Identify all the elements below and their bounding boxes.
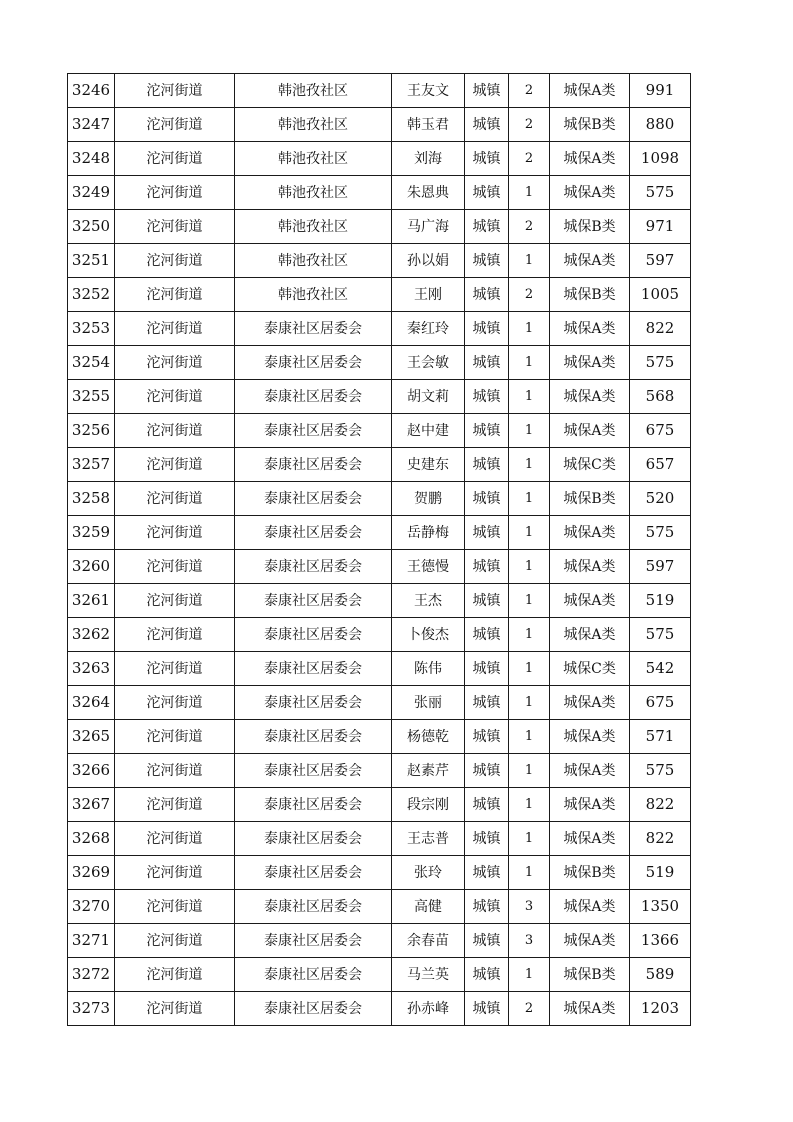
name-cell: 胡文莉 — [392, 380, 465, 414]
amount-cell: 822 — [630, 788, 691, 822]
name-cell: 朱恩典 — [392, 176, 465, 210]
row-number-cell: 3247 — [68, 108, 115, 142]
community-cell: 韩池孜社区 — [235, 74, 392, 108]
community-cell: 泰康社区居委会 — [235, 958, 392, 992]
community-cell: 韩池孜社区 — [235, 210, 392, 244]
household-count-cell: 3 — [509, 890, 550, 924]
name-cell: 王杰 — [392, 584, 465, 618]
amount-cell: 519 — [630, 584, 691, 618]
street-cell: 沱河街道 — [115, 618, 235, 652]
community-cell: 泰康社区居委会 — [235, 822, 392, 856]
table-row — [68, 618, 691, 652]
amount-cell: 575 — [630, 176, 691, 210]
row-number-cell: 3264 — [68, 686, 115, 720]
area-type-cell: 城镇 — [465, 448, 509, 482]
name-cell: 余春苗 — [392, 924, 465, 958]
table-row — [68, 754, 691, 788]
household-count-cell: 1 — [509, 312, 550, 346]
name-cell: 王会敏 — [392, 346, 465, 380]
row-number-cell: 3269 — [68, 856, 115, 890]
household-count-cell: 1 — [509, 516, 550, 550]
category-cell: 城保A类 — [550, 244, 630, 278]
area-type-cell: 城镇 — [465, 74, 509, 108]
amount-cell: 571 — [630, 720, 691, 754]
community-cell: 韩池孜社区 — [235, 108, 392, 142]
table-row — [68, 856, 691, 890]
area-type-cell: 城镇 — [465, 142, 509, 176]
row-number-cell: 3256 — [68, 414, 115, 448]
household-count-cell: 1 — [509, 380, 550, 414]
community-cell: 泰康社区居委会 — [235, 380, 392, 414]
category-cell: 城保B类 — [550, 958, 630, 992]
household-count-cell: 1 — [509, 448, 550, 482]
category-cell: 城保A类 — [550, 380, 630, 414]
row-number-cell: 3267 — [68, 788, 115, 822]
street-cell: 沱河街道 — [115, 312, 235, 346]
recipient-table — [67, 73, 691, 1026]
community-cell: 泰康社区居委会 — [235, 720, 392, 754]
table-row — [68, 652, 691, 686]
category-cell: 城保A类 — [550, 890, 630, 924]
name-cell: 刘海 — [392, 142, 465, 176]
area-type-cell: 城镇 — [465, 754, 509, 788]
category-cell: 城保A类 — [550, 584, 630, 618]
row-number-cell: 3253 — [68, 312, 115, 346]
street-cell: 沱河街道 — [115, 686, 235, 720]
amount-cell: 1005 — [630, 278, 691, 312]
table-row — [68, 584, 691, 618]
amount-cell: 542 — [630, 652, 691, 686]
row-number-cell: 3261 — [68, 584, 115, 618]
amount-cell: 1098 — [630, 142, 691, 176]
street-cell: 沱河街道 — [115, 516, 235, 550]
row-number-cell: 3258 — [68, 482, 115, 516]
category-cell: 城保A类 — [550, 822, 630, 856]
community-cell: 泰康社区居委会 — [235, 482, 392, 516]
community-cell: 泰康社区居委会 — [235, 312, 392, 346]
amount-cell: 675 — [630, 414, 691, 448]
category-cell: 城保C类 — [550, 652, 630, 686]
area-type-cell: 城镇 — [465, 176, 509, 210]
name-cell: 岳静梅 — [392, 516, 465, 550]
table-row — [68, 822, 691, 856]
community-cell: 泰康社区居委会 — [235, 550, 392, 584]
name-cell: 张玲 — [392, 856, 465, 890]
row-number-cell: 3273 — [68, 992, 115, 1026]
name-cell: 王志普 — [392, 822, 465, 856]
community-cell: 泰康社区居委会 — [235, 584, 392, 618]
street-cell: 沱河街道 — [115, 414, 235, 448]
area-type-cell: 城镇 — [465, 618, 509, 652]
name-cell: 史建东 — [392, 448, 465, 482]
name-cell: 赵中建 — [392, 414, 465, 448]
area-type-cell: 城镇 — [465, 924, 509, 958]
amount-cell: 880 — [630, 108, 691, 142]
name-cell: 秦红玲 — [392, 312, 465, 346]
amount-cell: 657 — [630, 448, 691, 482]
area-type-cell: 城镇 — [465, 414, 509, 448]
category-cell: 城保B类 — [550, 108, 630, 142]
name-cell: 陈伟 — [392, 652, 465, 686]
community-cell: 泰康社区居委会 — [235, 992, 392, 1026]
name-cell: 卜俊杰 — [392, 618, 465, 652]
table-row — [68, 788, 691, 822]
name-cell: 孙赤峰 — [392, 992, 465, 1026]
row-number-cell: 3263 — [68, 652, 115, 686]
name-cell: 马广海 — [392, 210, 465, 244]
household-count-cell: 1 — [509, 754, 550, 788]
table-row — [68, 686, 691, 720]
street-cell: 沱河街道 — [115, 788, 235, 822]
amount-cell: 575 — [630, 754, 691, 788]
table-row — [68, 244, 691, 278]
area-type-cell: 城镇 — [465, 822, 509, 856]
row-number-cell: 3250 — [68, 210, 115, 244]
street-cell: 沱河街道 — [115, 992, 235, 1026]
household-count-cell: 1 — [509, 618, 550, 652]
area-type-cell: 城镇 — [465, 482, 509, 516]
table-row — [68, 210, 691, 244]
table-row — [68, 448, 691, 482]
name-cell: 贺鹏 — [392, 482, 465, 516]
area-type-cell: 城镇 — [465, 584, 509, 618]
name-cell: 韩玉君 — [392, 108, 465, 142]
household-count-cell: 2 — [509, 992, 550, 1026]
area-type-cell: 城镇 — [465, 992, 509, 1026]
community-cell: 泰康社区居委会 — [235, 448, 392, 482]
row-number-cell: 3248 — [68, 142, 115, 176]
name-cell: 马兰英 — [392, 958, 465, 992]
amount-cell: 589 — [630, 958, 691, 992]
name-cell: 张丽 — [392, 686, 465, 720]
area-type-cell: 城镇 — [465, 550, 509, 584]
row-number-cell: 3270 — [68, 890, 115, 924]
area-type-cell: 城镇 — [465, 312, 509, 346]
amount-cell: 597 — [630, 244, 691, 278]
row-number-cell: 3262 — [68, 618, 115, 652]
row-number-cell: 3266 — [68, 754, 115, 788]
category-cell: 城保B类 — [550, 278, 630, 312]
amount-cell: 575 — [630, 346, 691, 380]
area-type-cell: 城镇 — [465, 516, 509, 550]
household-count-cell: 1 — [509, 414, 550, 448]
table-row — [68, 346, 691, 380]
household-count-cell: 1 — [509, 346, 550, 380]
category-cell: 城保A类 — [550, 74, 630, 108]
table-row — [68, 74, 691, 108]
category-cell: 城保A类 — [550, 686, 630, 720]
household-count-cell: 1 — [509, 958, 550, 992]
amount-cell: 675 — [630, 686, 691, 720]
amount-cell: 519 — [630, 856, 691, 890]
name-cell: 杨德乾 — [392, 720, 465, 754]
community-cell: 韩池孜社区 — [235, 278, 392, 312]
area-type-cell: 城镇 — [465, 380, 509, 414]
household-count-cell: 1 — [509, 788, 550, 822]
community-cell: 泰康社区居委会 — [235, 652, 392, 686]
street-cell: 沱河街道 — [115, 958, 235, 992]
household-count-cell: 1 — [509, 822, 550, 856]
table-row — [68, 890, 691, 924]
row-number-cell: 3260 — [68, 550, 115, 584]
amount-cell: 597 — [630, 550, 691, 584]
street-cell: 沱河街道 — [115, 584, 235, 618]
table-row — [68, 108, 691, 142]
household-count-cell: 2 — [509, 210, 550, 244]
area-type-cell: 城镇 — [465, 890, 509, 924]
area-type-cell: 城镇 — [465, 652, 509, 686]
street-cell: 沱河街道 — [115, 108, 235, 142]
street-cell: 沱河街道 — [115, 142, 235, 176]
name-cell: 孙以娟 — [392, 244, 465, 278]
community-cell: 韩池孜社区 — [235, 176, 392, 210]
street-cell: 沱河街道 — [115, 482, 235, 516]
street-cell: 沱河街道 — [115, 924, 235, 958]
amount-cell: 1350 — [630, 890, 691, 924]
amount-cell: 568 — [630, 380, 691, 414]
category-cell: 城保A类 — [550, 312, 630, 346]
area-type-cell: 城镇 — [465, 686, 509, 720]
table-row — [68, 550, 691, 584]
household-count-cell: 1 — [509, 482, 550, 516]
household-count-cell: 2 — [509, 142, 550, 176]
category-cell: 城保A类 — [550, 516, 630, 550]
household-count-cell: 1 — [509, 550, 550, 584]
street-cell: 沱河街道 — [115, 210, 235, 244]
row-number-cell: 3257 — [68, 448, 115, 482]
row-number-cell: 3252 — [68, 278, 115, 312]
street-cell: 沱河街道 — [115, 176, 235, 210]
category-cell: 城保A类 — [550, 992, 630, 1026]
community-cell: 泰康社区居委会 — [235, 754, 392, 788]
area-type-cell: 城镇 — [465, 788, 509, 822]
table-row — [68, 720, 691, 754]
community-cell: 韩池孜社区 — [235, 142, 392, 176]
category-cell: 城保A类 — [550, 754, 630, 788]
household-count-cell: 1 — [509, 584, 550, 618]
category-cell: 城保A类 — [550, 176, 630, 210]
row-number-cell: 3265 — [68, 720, 115, 754]
street-cell: 沱河街道 — [115, 550, 235, 584]
category-cell: 城保A类 — [550, 618, 630, 652]
name-cell: 赵素芹 — [392, 754, 465, 788]
household-count-cell: 2 — [509, 74, 550, 108]
category-cell: 城保A类 — [550, 550, 630, 584]
category-cell: 城保A类 — [550, 142, 630, 176]
area-type-cell: 城镇 — [465, 244, 509, 278]
table-row — [68, 176, 691, 210]
street-cell: 沱河街道 — [115, 822, 235, 856]
amount-cell: 1203 — [630, 992, 691, 1026]
household-count-cell: 1 — [509, 244, 550, 278]
category-cell: 城保A类 — [550, 924, 630, 958]
community-cell: 泰康社区居委会 — [235, 516, 392, 550]
amount-cell: 971 — [630, 210, 691, 244]
household-count-cell: 1 — [509, 720, 550, 754]
area-type-cell: 城镇 — [465, 720, 509, 754]
community-cell: 泰康社区居委会 — [235, 856, 392, 890]
row-number-cell: 3271 — [68, 924, 115, 958]
name-cell: 王友文 — [392, 74, 465, 108]
table-row — [68, 380, 691, 414]
community-cell: 泰康社区居委会 — [235, 346, 392, 380]
area-type-cell: 城镇 — [465, 856, 509, 890]
amount-cell: 1366 — [630, 924, 691, 958]
community-cell: 泰康社区居委会 — [235, 890, 392, 924]
name-cell: 段宗刚 — [392, 788, 465, 822]
table-row — [68, 142, 691, 176]
area-type-cell: 城镇 — [465, 108, 509, 142]
street-cell: 沱河街道 — [115, 652, 235, 686]
community-cell: 泰康社区居委会 — [235, 686, 392, 720]
amount-cell: 575 — [630, 618, 691, 652]
row-number-cell: 3268 — [68, 822, 115, 856]
category-cell: 城保B类 — [550, 482, 630, 516]
street-cell: 沱河街道 — [115, 754, 235, 788]
table-row — [68, 312, 691, 346]
community-cell: 泰康社区居委会 — [235, 414, 392, 448]
street-cell: 沱河街道 — [115, 380, 235, 414]
community-cell: 韩池孜社区 — [235, 244, 392, 278]
street-cell: 沱河街道 — [115, 856, 235, 890]
area-type-cell: 城镇 — [465, 278, 509, 312]
row-number-cell: 3246 — [68, 74, 115, 108]
area-type-cell: 城镇 — [465, 210, 509, 244]
table-body — [68, 74, 691, 1026]
name-cell: 王刚 — [392, 278, 465, 312]
table-row — [68, 414, 691, 448]
household-count-cell: 2 — [509, 108, 550, 142]
category-cell: 城保B类 — [550, 856, 630, 890]
street-cell: 沱河街道 — [115, 448, 235, 482]
row-number-cell: 3251 — [68, 244, 115, 278]
amount-cell: 575 — [630, 516, 691, 550]
row-number-cell: 3249 — [68, 176, 115, 210]
amount-cell: 822 — [630, 822, 691, 856]
household-count-cell: 1 — [509, 686, 550, 720]
household-count-cell: 3 — [509, 924, 550, 958]
category-cell: 城保B类 — [550, 210, 630, 244]
row-number-cell: 3254 — [68, 346, 115, 380]
household-count-cell: 2 — [509, 278, 550, 312]
category-cell: 城保A类 — [550, 788, 630, 822]
area-type-cell: 城镇 — [465, 958, 509, 992]
amount-cell: 520 — [630, 482, 691, 516]
household-count-cell: 1 — [509, 176, 550, 210]
table-row — [68, 992, 691, 1026]
amount-cell: 991 — [630, 74, 691, 108]
area-type-cell: 城镇 — [465, 346, 509, 380]
row-number-cell: 3255 — [68, 380, 115, 414]
table-row — [68, 516, 691, 550]
community-cell: 泰康社区居委会 — [235, 618, 392, 652]
street-cell: 沱河街道 — [115, 74, 235, 108]
street-cell: 沱河街道 — [115, 244, 235, 278]
category-cell: 城保A类 — [550, 346, 630, 380]
row-number-cell: 3272 — [68, 958, 115, 992]
household-count-cell: 1 — [509, 856, 550, 890]
household-count-cell: 1 — [509, 652, 550, 686]
community-cell: 泰康社区居委会 — [235, 924, 392, 958]
street-cell: 沱河街道 — [115, 346, 235, 380]
table-row — [68, 278, 691, 312]
category-cell: 城保A类 — [550, 414, 630, 448]
street-cell: 沱河街道 — [115, 278, 235, 312]
street-cell: 沱河街道 — [115, 890, 235, 924]
category-cell: 城保A类 — [550, 720, 630, 754]
row-number-cell: 3259 — [68, 516, 115, 550]
table-row — [68, 924, 691, 958]
name-cell: 王德慢 — [392, 550, 465, 584]
street-cell: 沱河街道 — [115, 720, 235, 754]
name-cell: 高健 — [392, 890, 465, 924]
category-cell: 城保C类 — [550, 448, 630, 482]
community-cell: 泰康社区居委会 — [235, 788, 392, 822]
table-row — [68, 482, 691, 516]
table-row — [68, 958, 691, 992]
amount-cell: 822 — [630, 312, 691, 346]
